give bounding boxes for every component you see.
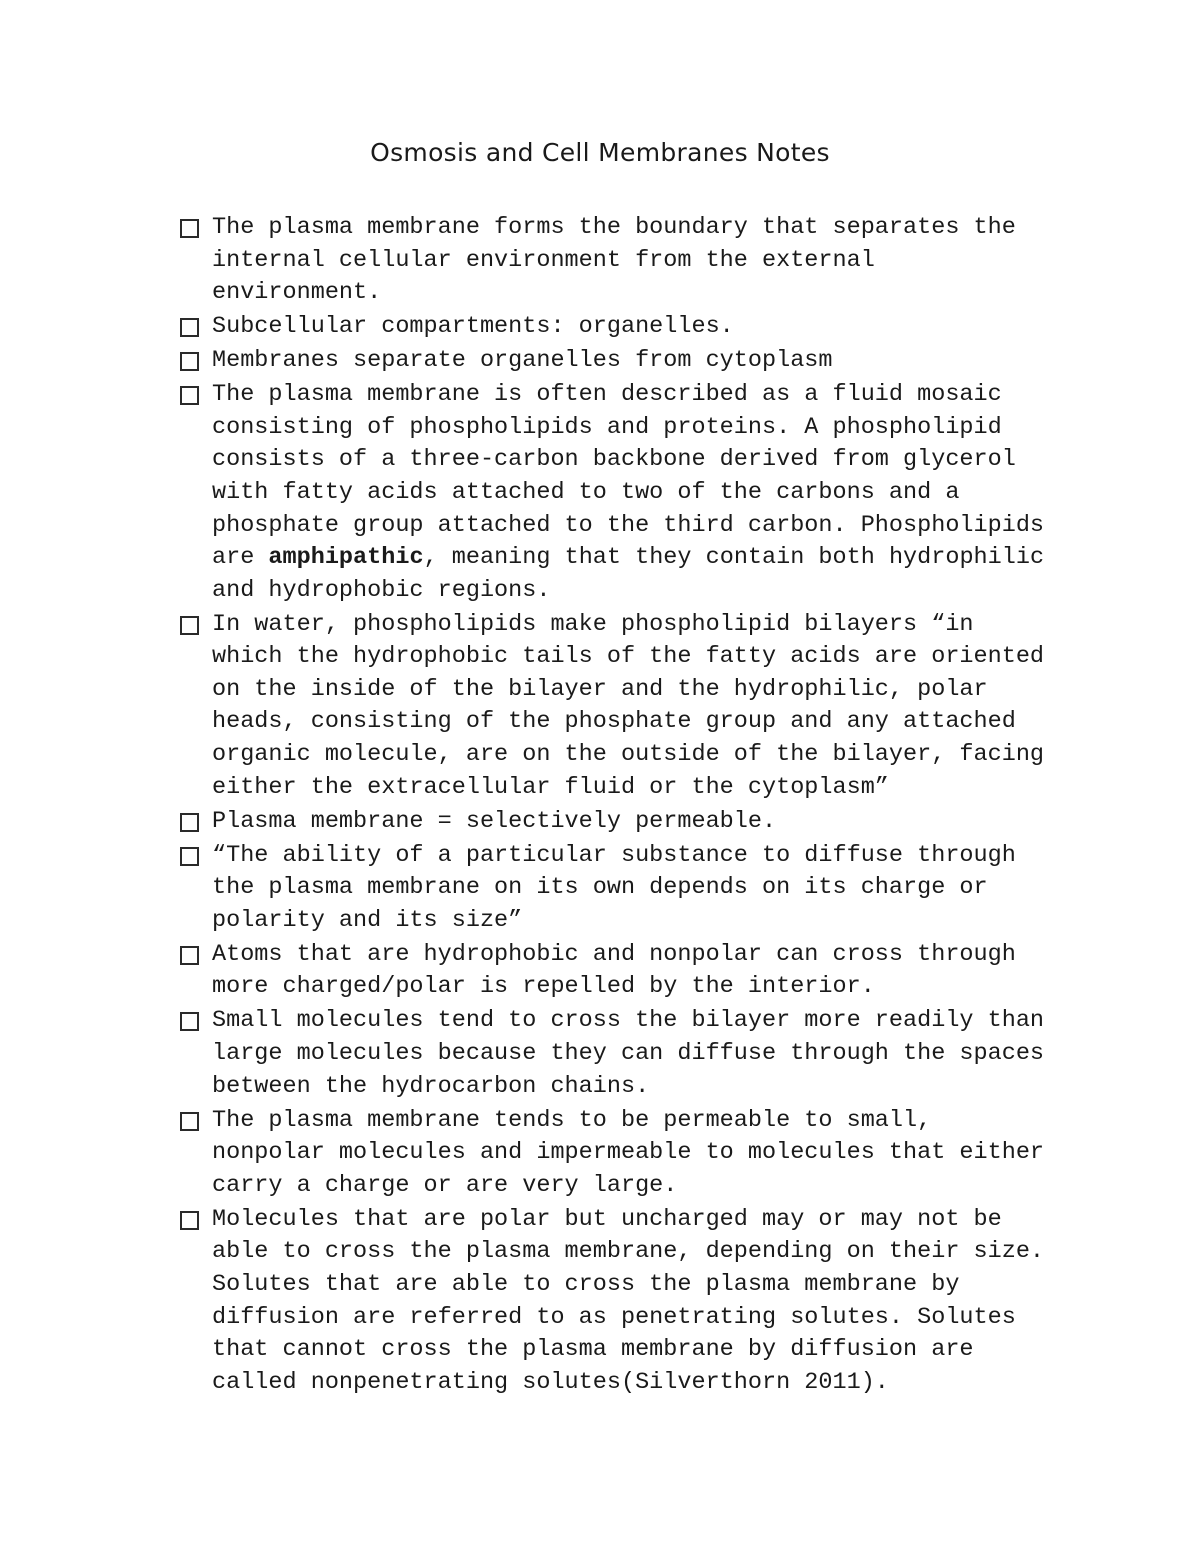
- note-text: Small molecules tend to cross the bilayer more readily than large molecules because they can diffuse through the spaces between the hydrocarbon chains.: [212, 1007, 1045, 1100]
- list-item: [178, 345, 1078, 378]
- note-text-before: The plasma membrane is often described as a fluid mosaic consisting of phospholipids and proteins. A phospholipid consists of a three-carbon backbone derived from glycerol with fatty acids attached to two of the carbons and a phosphate group attached to the third carbon. Phospholipids are: [212, 381, 1045, 572]
- checkbox-icon[interactable]: [180, 318, 199, 337]
- checkbox-icon[interactable]: [180, 386, 199, 405]
- checkbox-icon[interactable]: [180, 1211, 199, 1230]
- list-item: [178, 1105, 1078, 1203]
- checkbox-icon[interactable]: [180, 1012, 199, 1031]
- list-item: [178, 806, 1078, 839]
- list-item: [178, 311, 1078, 344]
- list-item: [178, 379, 1078, 607]
- list-item: [178, 939, 1078, 1004]
- note-text-after: , meaning that they contain both hydrophilic and hydrophobic regions.: [212, 544, 1045, 604]
- note-text: [212, 379, 1052, 607]
- list-item: [178, 609, 1078, 805]
- note-text: Atoms that are hydrophobic and nonpolar can cross through more charged/polar is repelled by the interior.: [212, 940, 1016, 1001]
- notes-list: [178, 212, 1078, 1401]
- note-text: Subcellular compartments: organelles.: [212, 313, 734, 341]
- checkbox-icon[interactable]: [180, 1112, 199, 1131]
- list-item: [178, 1005, 1078, 1103]
- bold-term: amphipathic: [268, 544, 424, 572]
- note-text: In water, phospholipids make phospholipid bilayers “in which the hydrophobic tails of the fatty acids are oriented on the inside of the bilayer and the hydrophilic, polar heads, consisting of the phosphate group and any attached organic molecule, are on the outside of the bilayer, facing either the extracellular fluid or the cytoplasm”: [212, 610, 1045, 801]
- checkbox-icon[interactable]: [180, 352, 199, 371]
- note-text: “The ability of a particular substance to diffuse through the plasma membrane on its own depends on its charge or polarity and its size”: [212, 841, 1016, 934]
- checkbox-icon[interactable]: [180, 847, 199, 866]
- note-text: Membranes separate organelles from cytoplasm: [212, 347, 833, 375]
- note-text: Molecules that are polar but uncharged may or may not be able to cross the plasma membrane, depending on their size. Solutes that are able to cross the plasma membrane by diffusion are referred to as penetrating solutes. Solutes that cannot cross the plasma membrane by diffusion are called nonpenetrating solutes(Silverthorn 2011).: [212, 1205, 1045, 1396]
- note-text: The plasma membrane tends to be permeable to small, nonpolar molecules and impermeable to molecules that either carry a charge or are very large.: [212, 1106, 1045, 1199]
- checkbox-icon[interactable]: [180, 946, 199, 965]
- note-text: Plasma membrane = selectively permeable.: [212, 807, 777, 835]
- list-item: [178, 840, 1078, 938]
- checkbox-icon[interactable]: [180, 219, 199, 238]
- checkbox-icon[interactable]: [180, 813, 199, 832]
- list-item: [178, 212, 1078, 310]
- checkbox-icon[interactable]: [180, 616, 199, 635]
- list-item: [178, 1204, 1078, 1400]
- page-title: Osmosis and Cell Membranes Notes: [370, 138, 830, 167]
- note-text: The plasma membrane forms the boundary that separates the internal cellular environment from the external environment.: [212, 214, 1016, 307]
